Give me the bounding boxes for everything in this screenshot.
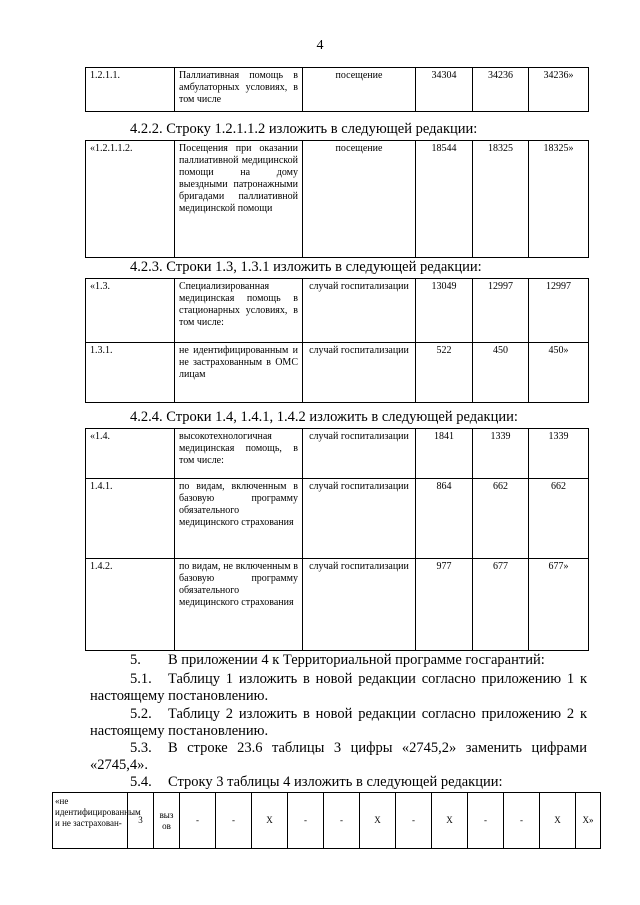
cell: X [252,793,288,849]
cell-code: «1.3. [86,279,175,343]
cell-value-1: 1841 [416,429,473,479]
cell: X» [576,793,601,849]
cell-value-3: 1339 [529,429,589,479]
paragraph-number: 5.3. [130,740,152,756]
cell-desc: по видам, включенным в базовую программу обязательного медицинского страхования [175,479,303,559]
cell: «не идентифицированным и не застрахован- [53,793,128,849]
paragraph-text: Строку 3 таблицы 4 изложить в следующей редакции: [168,774,503,790]
cell-desc: Паллиативная помощь в амбулаторных условиях, в том числе [175,68,303,112]
heading-4-2-3: 4.2.3. Строки 1.3, 1.3.1 изложить в следующей редакции: [130,259,482,275]
table-row-1-2-1-1 [85,67,589,112]
cell-unit: случай госпитализации [303,343,416,403]
cell-unit: посещение [303,141,416,258]
table-row-1-2-1-1-2 [85,140,589,258]
cell: - [504,793,540,849]
paragraph-number: 5.1. [130,671,152,687]
cell: - [288,793,324,849]
cell-unit: случай госпитализации [303,559,416,651]
cell-value-2: 677 [473,559,529,651]
paragraph-5-1 [90,671,587,705]
cell-value-2: 18325 [473,141,529,258]
cell: - [180,793,216,849]
paragraph-5-2 [90,706,587,740]
cell: - [396,793,432,849]
table-rows-1-4 [85,428,589,651]
cell-value-3: 677» [529,559,589,651]
cell-value-3: 34236» [529,68,589,112]
cell-value-1: 13049 [416,279,473,343]
table-row [86,279,589,343]
paragraph-5 [90,652,587,669]
cell: 3 [128,793,154,849]
cell-value-1: 864 [416,479,473,559]
cell-unit: посещение [303,68,416,112]
table-row [86,429,589,479]
paragraph-number: 5.2. [130,706,152,722]
cell-value-3: 450» [529,343,589,403]
paragraph-text: Таблицу 1 изложить в новой редакции согласно приложению 1 к настоящему постановлению. [90,671,587,704]
cell-value-3: 12997 [529,279,589,343]
page-number: 4 [316,38,324,53]
cell-value-3: 18325» [529,141,589,258]
table-row [86,343,589,403]
cell-code: 1.4.2. [86,559,175,651]
heading-4-2-4: 4.2.4. Строки 1.4, 1.4.1, 1.4.2 изложить в следующей редакции: [130,409,518,425]
cell-value-2: 662 [473,479,529,559]
cell-code: 1.2.1.1. [86,68,175,112]
cell-value-1: 977 [416,559,473,651]
cell-desc: по видам, не включенным в базовую программу обязательного медицинского страхования [175,559,303,651]
cell-value-2: 1339 [473,429,529,479]
cell: выз ов [154,793,180,849]
cell-desc: не идентифицированным и не застрахованным в ОМС лицам [175,343,303,403]
cell-value-1: 522 [416,343,473,403]
cell: - [216,793,252,849]
cell-desc: высокотехнологичная медицинская помощь, в том числе: [175,429,303,479]
cell: X [432,793,468,849]
cell-value-2: 12997 [473,279,529,343]
cell-unit: случай госпитализации [303,429,416,479]
paragraph-number: 5. [130,652,141,668]
paragraph-5-3 [90,740,587,774]
cell: X [540,793,576,849]
cell-code: 1.3.1. [86,343,175,403]
cell-value-2: 450 [473,343,529,403]
paragraph-number: 5.4. [130,774,152,790]
cell-desc: Посещения при оказании паллиативной медицинской помощи на дому выездными патронажными бригадами паллиативной медицинской помощи [175,141,303,258]
table-rows-1-3 [85,278,589,403]
cell-value-1: 18544 [416,141,473,258]
cell-code: 1.4.1. [86,479,175,559]
table-row [53,793,601,849]
cell-value-1: 34304 [416,68,473,112]
cell-code: «1.4. [86,429,175,479]
paragraph-5-4 [90,774,587,791]
cell-unit: случай госпитализации [303,279,416,343]
heading-4-2-2: 4.2.2. Строку 1.2.1.1.2 изложить в следующей редакции: [130,121,478,137]
paragraph-text: В приложении 4 к Территориальной программе госгарантий: [168,652,545,668]
cell-value-2: 34236 [473,68,529,112]
cell: X [360,793,396,849]
cell-unit: случай госпитализации [303,479,416,559]
table-row [86,479,589,559]
cell: - [324,793,360,849]
cell: - [468,793,504,849]
paragraph-text: Таблицу 2 изложить в новой редакции согласно приложению 2 к настоящему постановлению. [90,706,587,739]
table-4-row-3 [52,792,601,849]
cell-desc: Специализированная медицинская помощь в стационарных условиях, в том числе: [175,279,303,343]
cell-value-3: 662 [529,479,589,559]
cell-code: «1.2.1.1.2. [86,141,175,258]
table-row [86,559,589,651]
paragraph-text: В строке 23.6 таблицы 3 цифры «2745,2» заменить цифрами «2745,4». [90,740,587,773]
